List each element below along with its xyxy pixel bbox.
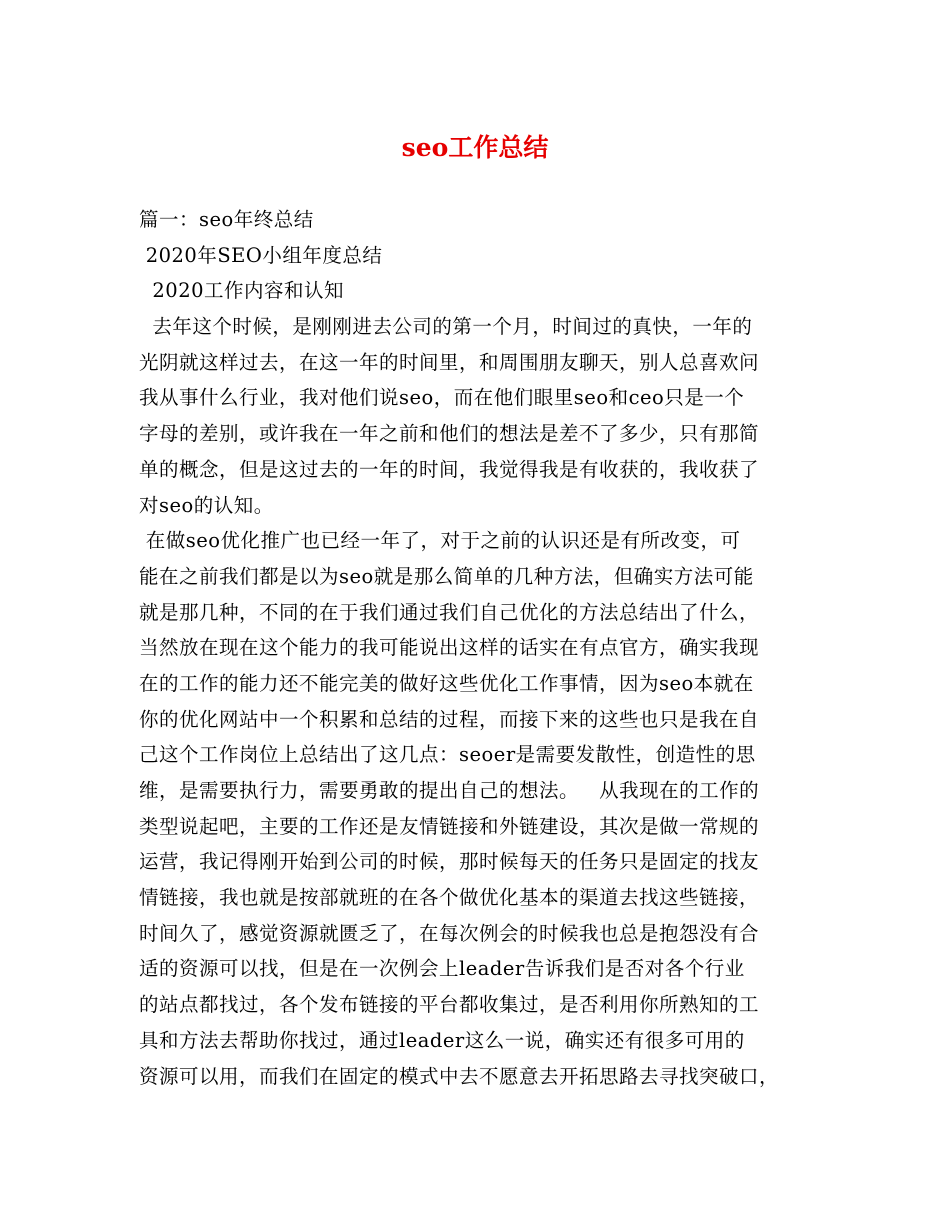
document-title: seo工作总结 [401, 133, 549, 162]
body-line: 字母的差别，或许我在一年之前和他们的想法是差不了多少，只有那简 [139, 422, 760, 446]
body-line: 己这个工作岗位上总结出了这几点：seoer是需要发散性，创造性的思 [139, 743, 756, 767]
body-line: 对seo的认知。 [139, 493, 274, 517]
body-line: 我从事什么行业，我对他们说seo，而在他们眼里seo和ceo只是一个 [139, 386, 745, 410]
body-line: 情链接，我也就是按部就班的在各个做优化基本的渠道去找这些链接， [139, 886, 760, 910]
body-line: 维，是需要执行力，需要勇敢的提出自己的想法。 从我现在的工作的 [139, 779, 760, 802]
body-line: 运营，我记得刚开始到公司的时候，那时候每天的任务只是固定的找友 [139, 850, 760, 874]
body-line: 单的概念，但是这过去的一年的时间，我觉得我是有收获的，我收获了 [139, 457, 760, 481]
body-line: 2020工作内容和认知 [139, 279, 345, 303]
body-line: 适的资源可以找，但是在一次例会上leader告诉我们是否对各个行业 [139, 957, 745, 981]
body-line: 去年这个时候，是刚刚进去公司的第一个月，时间过的真快，一年的 [139, 315, 753, 339]
body-line: 时间久了，感觉资源就匮乏了，在每次例会的时候我也总是抱怨没有合 [139, 921, 760, 945]
body-line: 当然放在现在这个能力的我可能说出这样的话实在有点官方，确实我现 [139, 636, 760, 660]
body-line: 在做seo优化推广也已经一年了，对于之前的认识还是有所改变，可 [139, 529, 741, 553]
body-line: 具和方法去帮助你找过，通过leader这么一说，确实还有很多可用的 [139, 1028, 745, 1052]
body-line: 2020年SEO小组年度总结 [139, 243, 383, 267]
body-line: 在的工作的能力还不能完美的做好这些优化工作事情，因为seo本就在 [139, 671, 754, 695]
document-body [139, 202, 819, 1094]
body-line: 能在之前我们都是以为seo就是那么简单的几种方法，但确实方法可能 [139, 564, 754, 588]
body-line: 篇一：seo年终总结 [139, 208, 314, 231]
body-line: 类型说起吧，主要的工作还是友情链接和外链建设，其次是做一常规的 [139, 814, 760, 838]
body-line: 资源可以用，而我们在固定的模式中去不愿意去开拓思路去寻找突破口， [139, 1064, 780, 1088]
body-line: 就是那几种，不同的在于我们通过我们自己优化的方法总结出了什么， [139, 600, 760, 624]
body-line: 的站点都找过，各个发布链接的平台都收集过，是否利用你所熟知的工 [139, 993, 760, 1017]
body-line: 你的优化网站中一个积累和总结的过程，而接下来的这些也只是我在自 [139, 707, 760, 731]
body-line: 光阴就这样过去，在这一年的时间里，和周围朋友聊天，别人总喜欢问 [139, 350, 760, 374]
